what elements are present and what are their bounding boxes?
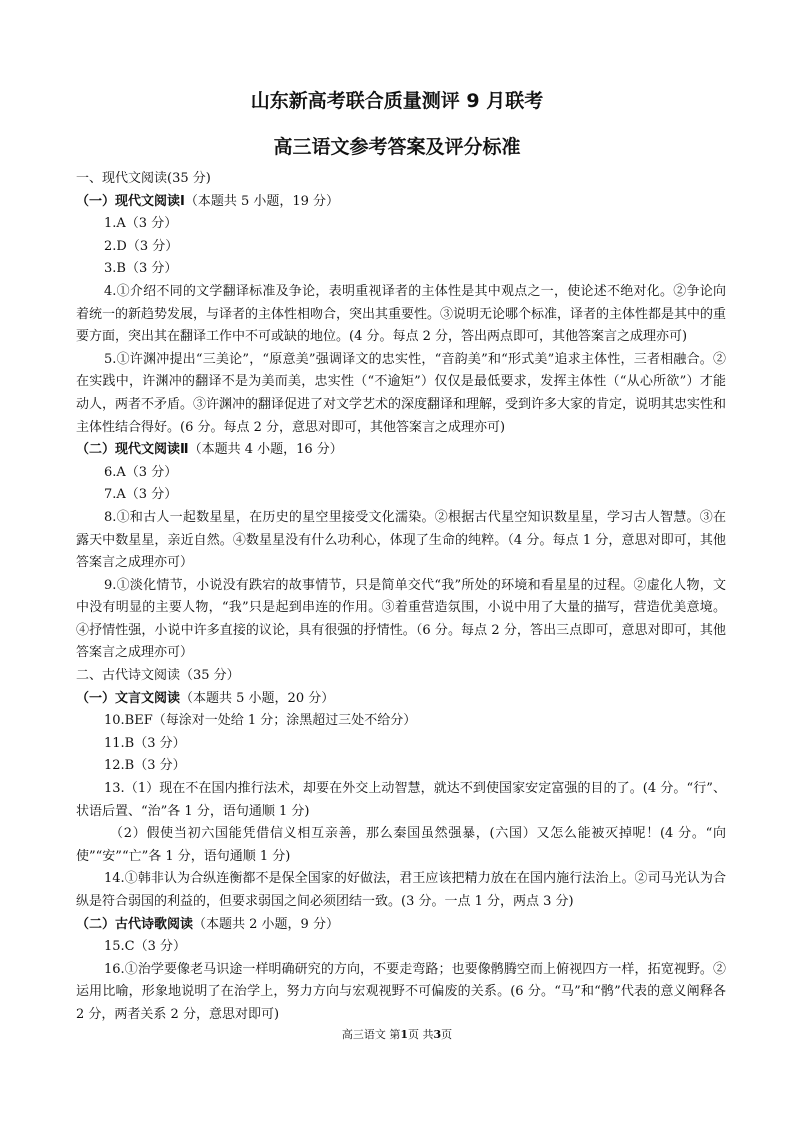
footer-total-pages: 3 [433,1028,442,1041]
subsection-heading-modern-2 [76,439,726,462]
page-footer [0,1026,794,1042]
answer-q8: 8.①和古人一起数星星，在历史的星空里接受文化濡染。②根据古代星空知识数星星，学习古人智慧。③在露天中数星星，亲近自然。④数星星没有什么功利心，体现了生命的纯粹。（4 分。每点 1 分，意思对即可，其他答案言之成理亦可） [76,509,726,571]
answer-q7: 7.A（3 分） [104,487,178,503]
answer-q11: 11.B（3 分） [104,735,186,751]
answer-q10: 10.BEF（每涂对一处给 1 分；涂黑超过三处不给分） [104,713,417,729]
answer-q2: 2.D（3 分） [104,238,179,254]
subsection-note: （本题共 4 小题，16 分） [188,442,343,458]
subsection-note: （本题共 2 小题，9 分） [193,916,339,932]
answer-q4: 4.①介绍不同的文学翻译标准及争论，表明重视译者的主体性是其中观点之一，使论述不绝对化。②争论向着统一的新趋势发展，与译者的主体性相吻合，突出其重要性。③说明无论哪个标准，译者的主体性都是其中的重要方面，突出其在翻译工作中不可或缺的地位。(4 分。每点 2 分，答出两点即可，其他答案言之成理亦可) [76,283,727,345]
answer-q12: 12.B（3 分） [104,758,186,774]
subsection-heading-classical-poetry [76,914,726,937]
answer-q14: 14.①韩非认为合纵连衡都不是保全国家的好做法，君王应该把精力放在在国内施行法治上。②司马光认为合纵是符合弱国的利益的，但要求弱国之间必须团结一致。(3 分。一点 1 分，两点 3 分) [76,871,726,909]
subsection-heading-modern-1 [76,191,726,214]
subsection-label: （一）现代文阅读Ⅰ [76,193,185,209]
section-heading-classical-reading: 二、古代诗文阅读（35 分） [76,668,240,684]
answer-content [76,168,726,1027]
subsection-note: （本题共 5 小题，20 分） [180,690,335,706]
answer-q16: 16.①治学要像老马识途一样明确研究的方向，不要走弯路；也要像鹘腾空而上俯视四方一样，拓宽视野。②运用比喻，形象地说明了在治学上，努力方向与宏观视野不可偏废的关系。(6 分。“马”和“鹘”代表的意义阐释各 2 分，两者关系 2 分，意思对即可) [76,961,726,1022]
answer-q13-part1: 13.（1）现在不在国内推行法术，却要在外交上动智慧，就达不到使国家安定富强的目的了。(4 分。“行”、状语后置、“治”各 1 分，语句通顺 1 分) [76,781,726,819]
answer-q15: 15.C（3 分） [104,939,187,955]
subsection-label: （二）现代文阅读Ⅱ [76,442,189,458]
answer-q9: 9.①淡化情节，小说没有跌宕的故事情节，只是简单交代“我”所处的环境和看星星的过程。②虚化人物，文中没有明显的主要人物，“我”只是起到串连的作用。③着重营造氛围，小说中用了大量的描写，营造优美意境。④抒情性强，小说中许多直接的议论，具有很强的抒情性。（6 分。每点 2 分，答出三点即可，意思对即可，其他答案言之成理亦可） [76,577,726,661]
subsection-label: （二）古代诗歌阅读 [76,916,194,932]
answer-q13-part2: （2）假使当初六国能凭借信义相互亲善，那么秦国虽然强暴，(六国）又怎么能被灭掉呢！(4 分。“向使”“安”“亡”各 1 分，语句通顺 1 分) [76,826,726,864]
answer-q1: 1.A（3 分） [104,216,178,232]
answer-q3: 3.B（3 分） [104,261,178,277]
footer-mid: 页 共 [408,1028,434,1041]
exam-title: 山东新高考联合质量测评 9 月联考 [250,90,544,112]
answer-key-title: 高三语文参考答案及评分标准 [273,136,521,158]
answer-q6: 6.A（3 分） [104,464,178,480]
section-heading-modern-reading: 一、现代文阅读(35 分) [76,171,211,186]
footer-prefix: 高三语文 第 [341,1028,401,1041]
footer-page-number: 1 [400,1028,408,1041]
subsection-heading-classical-prose [76,688,726,711]
answer-q5: 5.①许渊冲提出“三美论”，“原意美”强调译文的忠实性，“音韵美”和“形式美”追求主体性，三者相融合。②在实践中，许渊冲的翻译不是为美而美，忠实性（“不逾矩”）仅仅是最低要求，发挥主体性（“从心所欲”）才能动人，两者不矛盾。③许渊冲的翻译促进了对文学艺术的深度翻译和理解，受到许多大家的肯定，说明其忠实性和主体性结合得好。(6 分。每点 2 分，意思对即可，其他答案言之成理亦可) [76,351,727,435]
footer-suffix: 页 [441,1028,453,1041]
subsection-label: （一）文言文阅读 [76,690,181,706]
subsection-note: （本题共 5 小题，19 分） [184,193,340,209]
